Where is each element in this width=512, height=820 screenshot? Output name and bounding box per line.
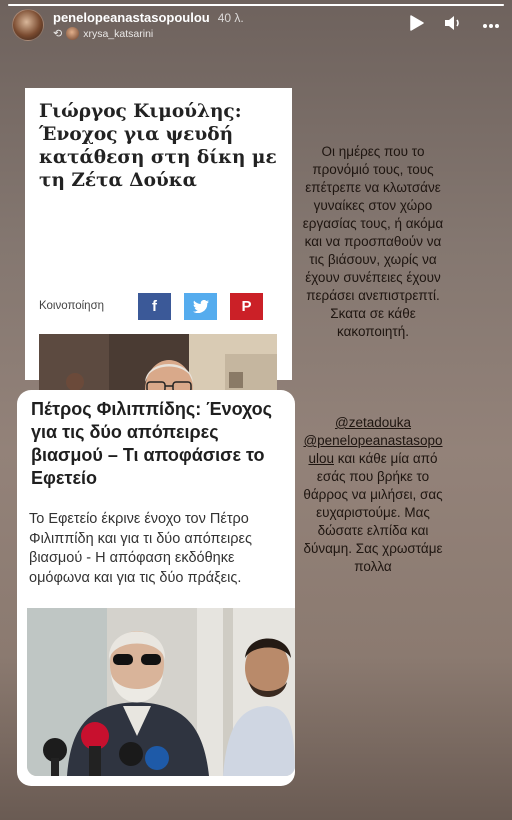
facebook-icon: f <box>152 298 157 315</box>
article-card-kimoulis[interactable] <box>25 88 292 380</box>
caption-text: και κάθε μία από εσάς που βρήκε το θάρρος να μιλήσει, σας ευχαριστούμε. Μας δώσατε ελπίδα και δύναμη. Σας χρωστάμε πολλα <box>303 451 443 574</box>
pinterest-share-button[interactable] <box>230 293 263 320</box>
reposted-avatar <box>66 27 79 40</box>
mention-penelopeanastasopoulou[interactable]: @penelopeanastasopoulou <box>303 433 443 466</box>
story-header <box>12 8 500 42</box>
story-caption-paragraph-1: Οι ημέρες που το προνόμιό τους, τους επέτρεπε να κλωτσάνε γυναίκες στον χώρο εργασίας τους, ή ακόμα και να προσπαθούν να τις βιάσουν, χωρίς να έχουν συνέπειες έχουν περάσει ανεπιστρεπτί. Σκατα σε κάθε κακοποιητή. <box>302 144 444 339</box>
article-title: Γιώργος Κιμούλης: Ένοχος για ψευδή κατάθεση στη δίκη με τη Ζέτα Δούκα <box>39 101 277 191</box>
article-lead: Το Εφετείο έκρινε ένοχο τον Πέτρο Φιλιππίδη και για τι δύο απόπειρες βιασμού - Η απόφαση εκδόθηκε ομόφωνα και για τις δύο πράξεις. <box>29 511 252 586</box>
pinterest-icon: P <box>241 298 252 315</box>
play-icon[interactable] <box>410 15 424 35</box>
user-line <box>53 10 244 25</box>
mention-zetadouka[interactable]: @zetadouka <box>334 415 411 430</box>
twitter-share-button[interactable] <box>184 293 217 320</box>
avatar[interactable] <box>12 9 44 41</box>
twitter-icon <box>193 300 209 313</box>
facebook-share-button[interactable] <box>138 293 171 320</box>
reposted-username[interactable]: xrysa_katsarini <box>83 27 154 40</box>
repost-icon: ⟲ <box>53 28 63 40</box>
share-label: Κοινοποίηση <box>39 300 105 312</box>
article-card-filippidis[interactable] <box>17 390 295 786</box>
username[interactable]: penelopeanastasopoulou <box>53 10 210 25</box>
post-time: 40 λ. <box>217 11 244 25</box>
repost-line[interactable] <box>53 27 244 40</box>
speaker-icon[interactable] <box>444 15 462 35</box>
more-icon[interactable] <box>482 17 500 33</box>
header-controls <box>410 15 500 35</box>
article-title: Πέτρος Φιλιππίδης: Ένοχος για τις δύο απόπειρες βιασμού – Τι αποφάσισε το Εφετείο <box>31 399 273 488</box>
story-caption-paragraph-2 <box>300 414 446 576</box>
story-progress-bar <box>8 4 504 6</box>
article-photo-filippidis <box>27 608 295 776</box>
story-progress-fill <box>8 4 504 6</box>
user-block <box>53 10 244 40</box>
